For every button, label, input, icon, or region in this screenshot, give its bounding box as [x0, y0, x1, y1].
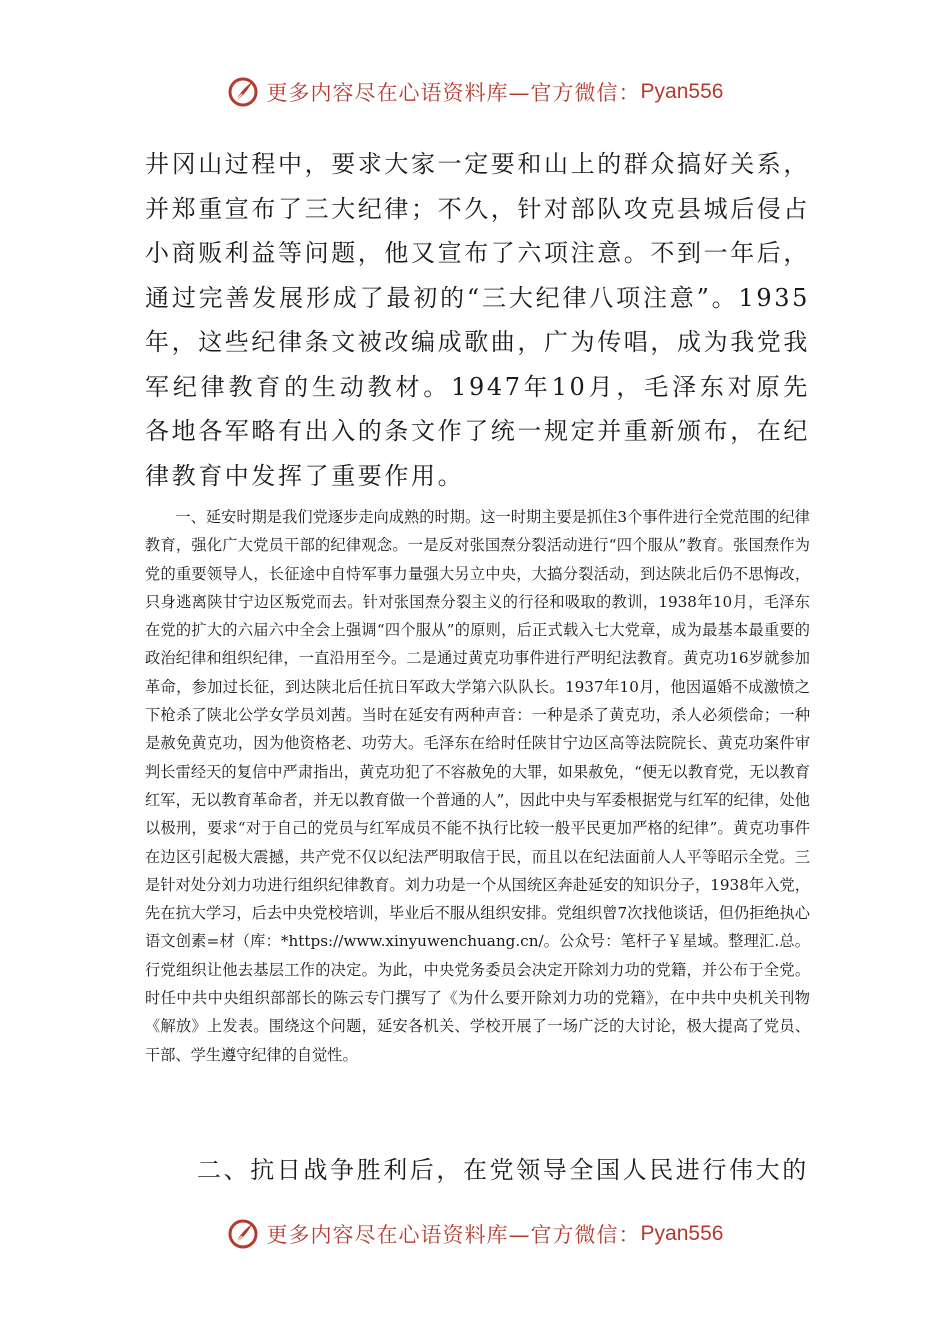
- banner-wechat-id: Pyan556: [640, 80, 724, 103]
- section-heading: 二、抗日战争胜利后，在党领导全国人民进行伟大的: [197, 1156, 809, 1184]
- body-paragraph-small: 一、延安时期是我们党逐步走向成熟的时期。这一时期主要是抓住3个事件进行全党范围的纪律教育，强化广大党员干部的纪律观念。一是反对张国焘分裂活动进行“四个服从”教育。张国焘作为党的重要领导人，长征途中自恃军事力量强大另立中央，大搞分裂活动，到达陕北后仍不思悔改，只身逃离陕甘宁边区叛党而去。针对张国焘分裂主义的行径和吸取的教训，1938年10月，毛泽东在党的扩大的六届六中全会上强调“四个服从”的原则，后正式载入七大党章，成为最基本最重要的政治纪律和组织纪律，一直沿用至今。二是通过黄克功事件进行严明纪法教育。黄克功16岁就参加革命，参加过长征，到达陕北后任抗日军政大学第六队队长。1937年10月，他因逼婚不成激愤之下枪杀了陕北公学女学员刘茜。当时在延安有两种声音：一种是杀了黄克功，杀人必须偿命；一种是赦免黄克功，因为他资格老、功劳大。毛泽东在给时任陕甘宁边区高等法院院长、黄克功案件审判长雷经天的复信中严肃指出，黄克功犯了不容赦免的大罪，如果赦免，“便无以教育党，无以教育红军，无以教育革命者，并无以教育做一个普通的人”，因此中央与军委根据党与红军的纪律，处他以极刑，要求“对于自己的党员与红军成员不能不执行比较一般平民更加严格的纪律”。黄克功事件在边区引起极大震撼，共产党不仅以纪法严明取信于民，而且以在纪法面前人人平等昭示全党。三是针对处分刘力功进行组织纪律教育。刘力功是一个从国统区奔赴延安的知识分子，1938年入党，先在抗大学习，后去中央党校培训，毕业后不服从组织安排。党组织曾7次找他谈话，但仍拒绝执心语文创素=材（库：*https://www.xinyuwenchuang.cn/。公众号：笔杆子￥星域。整理汇.总。行党组织让他去基层工作的决定。为此，中央党务委员会决定开除刘力功的党籍，并公布于全党。时任中共中央组织部部长的陈云专门撰写了《为什么要开除刘力功的党籍》，在中共中央机关刊物《解放》上发表。围绕这个问题，延安各机关、学校开展了一场广泛的大讨论，极大提高了党员、干部、学生遵守纪律的自觉性。: [145, 508, 810, 1064]
- quill-logo-icon: [227, 1218, 259, 1250]
- body-paragraph-large: 井冈山过程中，要求大家一定要和山上的群众搞好关系，并郑重宣布了三大纪律；不久，针对部队攻克县城后侵占小商贩利益等问题，他又宣布了六项注意。不到一年后，通过完善发展形成了最初的“三大纪律八项注意”。1935年，这些纪律条文被改编成歌曲，广为传唱，成为我党我军纪律教育的生动教材。1947年10月，毛泽东对原先各地各军略有出入的条文作了统一规定并重新颁布，在纪律教育中发挥了重要作用。: [145, 150, 810, 490]
- banner-text: 更多内容尽在心语资料库—官方微信：: [266, 81, 641, 105]
- banner-wechat-id: Pyan556: [640, 1222, 724, 1245]
- footer-banner: [0, 1212, 950, 1256]
- quill-logo-icon: [227, 76, 259, 108]
- header-banner: [0, 70, 950, 114]
- banner-text: 更多内容尽在心语资料库—官方微信：: [266, 1223, 641, 1247]
